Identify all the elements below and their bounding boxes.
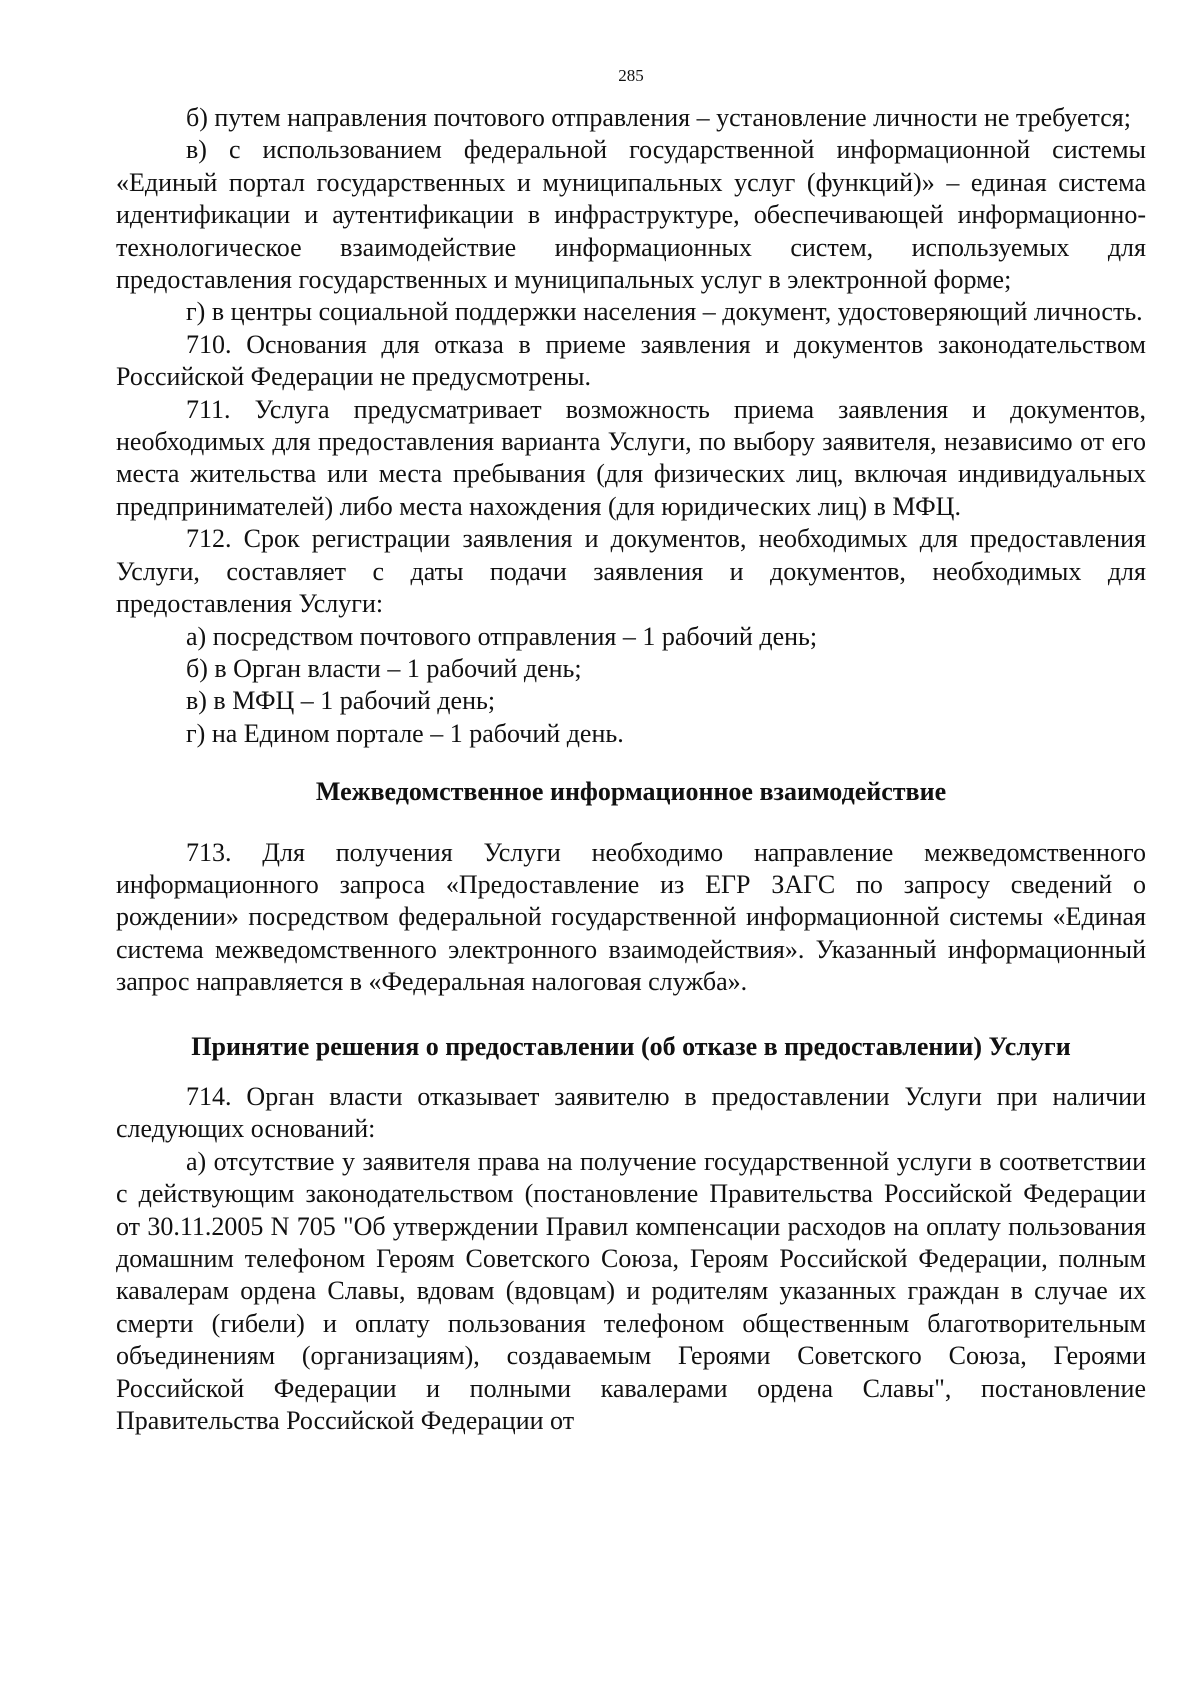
paragraph-711: 711. Услуга предусматривает возможность приема заявления и документов, необходимых для предоставления варианта Услуги, по выбору заявителя, независимо от его места жительства или места пребывания (для физических лиц, включая индивидуальных предпринимателей) либо места нахождения (для юридических лиц) в МФЦ.	[116, 394, 1146, 521]
paragraph-b-mail: б) путем направления почтового отправления – установление личности не требуется;	[186, 103, 1131, 132]
list-item-a: а) посредством почтового отправления – 1 рабочий день;	[186, 621, 818, 651]
section-heading-decision: Принятие решения о предоставлении (об отказе в предоставлении) Услуги	[191, 1031, 1071, 1061]
paragraph-713: 713. Для получения Услуги необходимо направление межведомственного информационного запроса «Предоставление из ЕГР ЗАГС по запросу сведений о рождении» посредством федеральной государственной информационной системы «Единая система межведомственного электронного взаимодействия». Указанный информационный запрос направляется в «Федеральная налоговая служба».	[116, 837, 1146, 997]
list-item-v: в) в МФЦ – 1 рабочий день;	[186, 686, 496, 716]
document-page	[116, 66, 1146, 1437]
paragraph-714-a: а) отсутствие у заявителя права на получение государственной услуги в соответствии с действующим законодательством (постановление Правительства Российской Федерации от 30.11.2005 N 705 "Об утверждении Правил компенсации расходов на оплату пользования домашним телефоном Героям Советского Союза, Героям Российской Федерации, полным кавалерам ордена Славы, вдовам (вдовцам) и родителям указанных граждан в случае их смерти (гибели) и оплату пользования телефоном общественным благотворительным объединениям (организациям), создаваемым Героями Советского Союза, Героями Российской Федерации и полными кавалерами ордена Славы", постановление Правительства Российской Федерации от	[116, 1146, 1146, 1436]
paragraph-714: 714. Орган власти отказывает заявителю в предоставлении Услуги при наличии следующих оснований:	[116, 1081, 1146, 1144]
list-item-b: б) в Орган власти – 1 рабочий день;	[186, 653, 582, 683]
paragraph-v-portal: в) с использованием федеральной государственной информационной системы «Единый портал государственных и муниципальных услуг (функций)» – единая система идентификации и аутентификации в инфраструктуре, обеспечивающей информационно-технологическое взаимодействие информационных систем, используемых для предоставления государственных и муниципальных услуг в электронной форме;	[116, 135, 1146, 295]
section-heading-interagency: Межведомственное информационное взаимодействие	[315, 777, 947, 807]
paragraph-712: 712. Срок регистрации заявления и документов, необходимых для предоставления Услуги, составляет с даты подачи заявления и документов, необходимых для предоставления Услуги:	[116, 524, 1146, 619]
list-item-g: г) на Едином портале – 1 рабочий день.	[186, 718, 624, 748]
page-number: 285	[618, 66, 644, 85]
paragraph-710: 710. Основания для отказа в приеме заявления и документов законодательством Российской Федерации не предусмотрены.	[116, 329, 1146, 392]
paragraph-g-social-centers: г) в центры социальной поддержки населения – документ, удостоверяющий личность.	[186, 297, 1143, 327]
